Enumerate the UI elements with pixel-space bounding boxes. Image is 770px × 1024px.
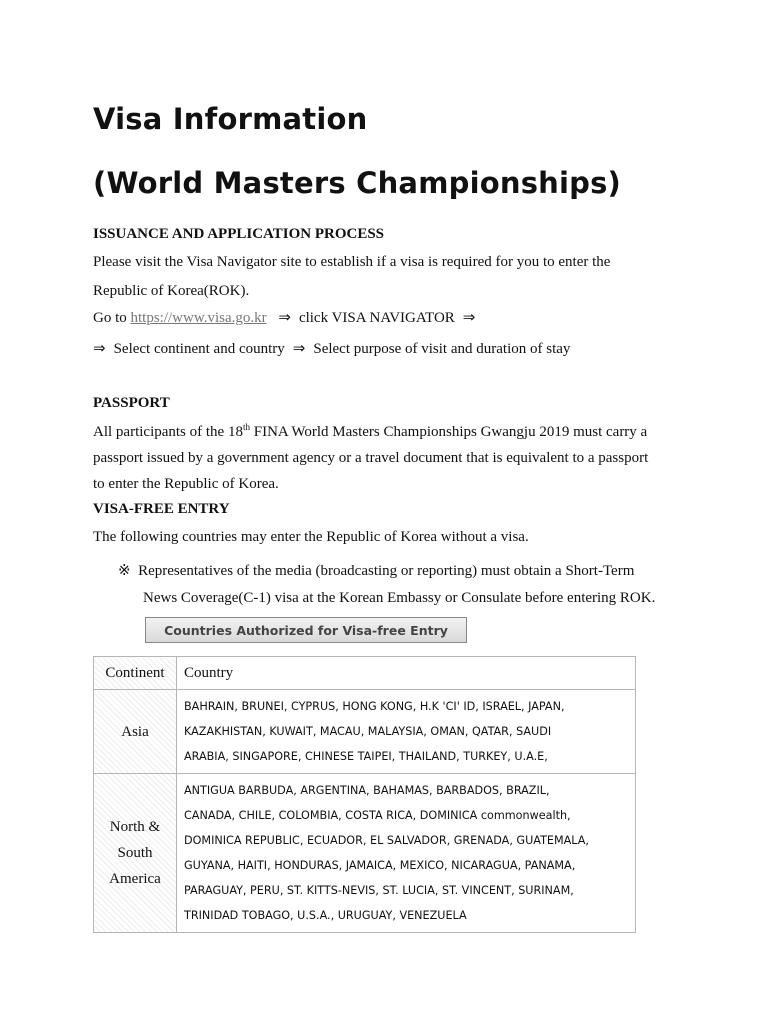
passport-line-3: to enter the Republic of Korea.: [93, 476, 279, 492]
visa-site-link[interactable]: https://www.visa.go.kr: [130, 310, 267, 326]
continent-label: South: [117, 845, 153, 861]
issuance-heading: ISSUANCE AND APPLICATION PROCESS: [93, 226, 385, 242]
country-line: DOMINICA REPUBLIC, ECUADOR, EL SALVADOR, GRENADA, GUATEMALA,: [184, 834, 589, 847]
countries-cell: [177, 690, 636, 774]
page-subtitle: (World Masters Championships): [93, 166, 622, 200]
visa-free-table: [93, 656, 636, 933]
reference-mark-icon: ※: [118, 563, 131, 579]
table-row: [94, 690, 636, 774]
goto-text: Go to: [93, 310, 127, 326]
table-header-row: [94, 657, 636, 690]
passport-line-1a: All participants of the 18: [93, 424, 243, 440]
media-note-line-1: [118, 561, 634, 580]
visa-free-heading: VISA-FREE ENTRY: [93, 501, 230, 517]
country-line: GUYANA, HAITI, HONDURAS, JAMAICA, MEXICO, NICARAGUA, PANAMA,: [184, 859, 576, 872]
passport-heading: PASSPORT: [93, 395, 170, 411]
country-line: PARAGUAY, PERU, ST. KITTS-NEVIS, ST. LUCIA, ST. VINCENT, SURINAM,: [184, 884, 574, 897]
country-line: KAZAKHISTAN, KUWAIT, MACAU, MALAYSIA, OMAN, QATAR, SAUDI: [184, 725, 552, 738]
visa-free-countries-banner: Countries Authorized for Visa-free Entry: [145, 617, 467, 643]
arrow-icon: ⇒: [278, 310, 291, 326]
arrow-icon: ⇒: [292, 341, 306, 357]
continent-cell: [94, 774, 177, 933]
header-country: Country: [177, 657, 636, 690]
passport-line-1b: FINA World Masters Championships Gwangju 2019 must carry a: [249, 424, 648, 440]
arrow-icon: ⇒: [93, 341, 106, 357]
table-row: [94, 774, 636, 933]
passport-line-2: passport issued by a government agency or a travel document that is equivalent to a passport: [93, 450, 649, 466]
select-purpose-text: Select purpose of visit and duration of stay: [313, 341, 571, 357]
header-continent: Continent: [94, 657, 177, 690]
issuance-goto-line: [93, 308, 483, 327]
continent-label: Asia: [121, 723, 149, 740]
country-line: CANADA, CHILE, COLOMBIA, COSTA RICA, DOMINICA commonwealth,: [184, 809, 571, 822]
country-line: ANTIGUA BARBUDA, ARGENTINA, BAHAMAS, BARBADOS, BRAZIL,: [184, 784, 550, 797]
ordinal-suffix: th: [242, 422, 250, 432]
country-line: TRINIDAD TOBAGO, U.S.A., URUGUAY, VENEZUELA: [184, 909, 467, 922]
issuance-line-2: Republic of Korea(ROK).: [93, 283, 250, 299]
issuance-line-1: Please visit the Visa Navigator site to establish if a visa is required for you to enter the: [93, 254, 611, 270]
click-navigator-text: click VISA NAVIGATOR: [298, 310, 455, 326]
countries-cell: [177, 774, 636, 933]
continent-cell: [94, 690, 177, 774]
media-note-line-2: News Coverage(C-1) visa at the Korean Embassy or Consulate before entering ROK.: [143, 590, 656, 606]
visa-free-line: The following countries may enter the Republic of Korea without a visa.: [93, 529, 529, 545]
continent-label: North &: [109, 819, 161, 835]
country-line: ARABIA, SINGAPORE, CHINESE TAIPEI, THAILAND, TURKEY, U.A.E,: [184, 750, 548, 763]
issuance-select-line: [93, 339, 570, 358]
passport-line-1: [93, 422, 647, 441]
arrow-icon: ⇒: [462, 310, 476, 326]
page-title: Visa Information: [93, 102, 368, 136]
media-note-text-1: Representatives of the media (broadcasting or reporting) must obtain a Short-Term: [138, 563, 635, 579]
select-continent-text: Select continent and country: [113, 341, 285, 357]
country-line: BAHRAIN, BRUNEI, CYPRUS, HONG KONG, H.K 'CI' ID, ISRAEL, JAPAN,: [184, 700, 565, 713]
continent-label: America: [109, 871, 161, 887]
